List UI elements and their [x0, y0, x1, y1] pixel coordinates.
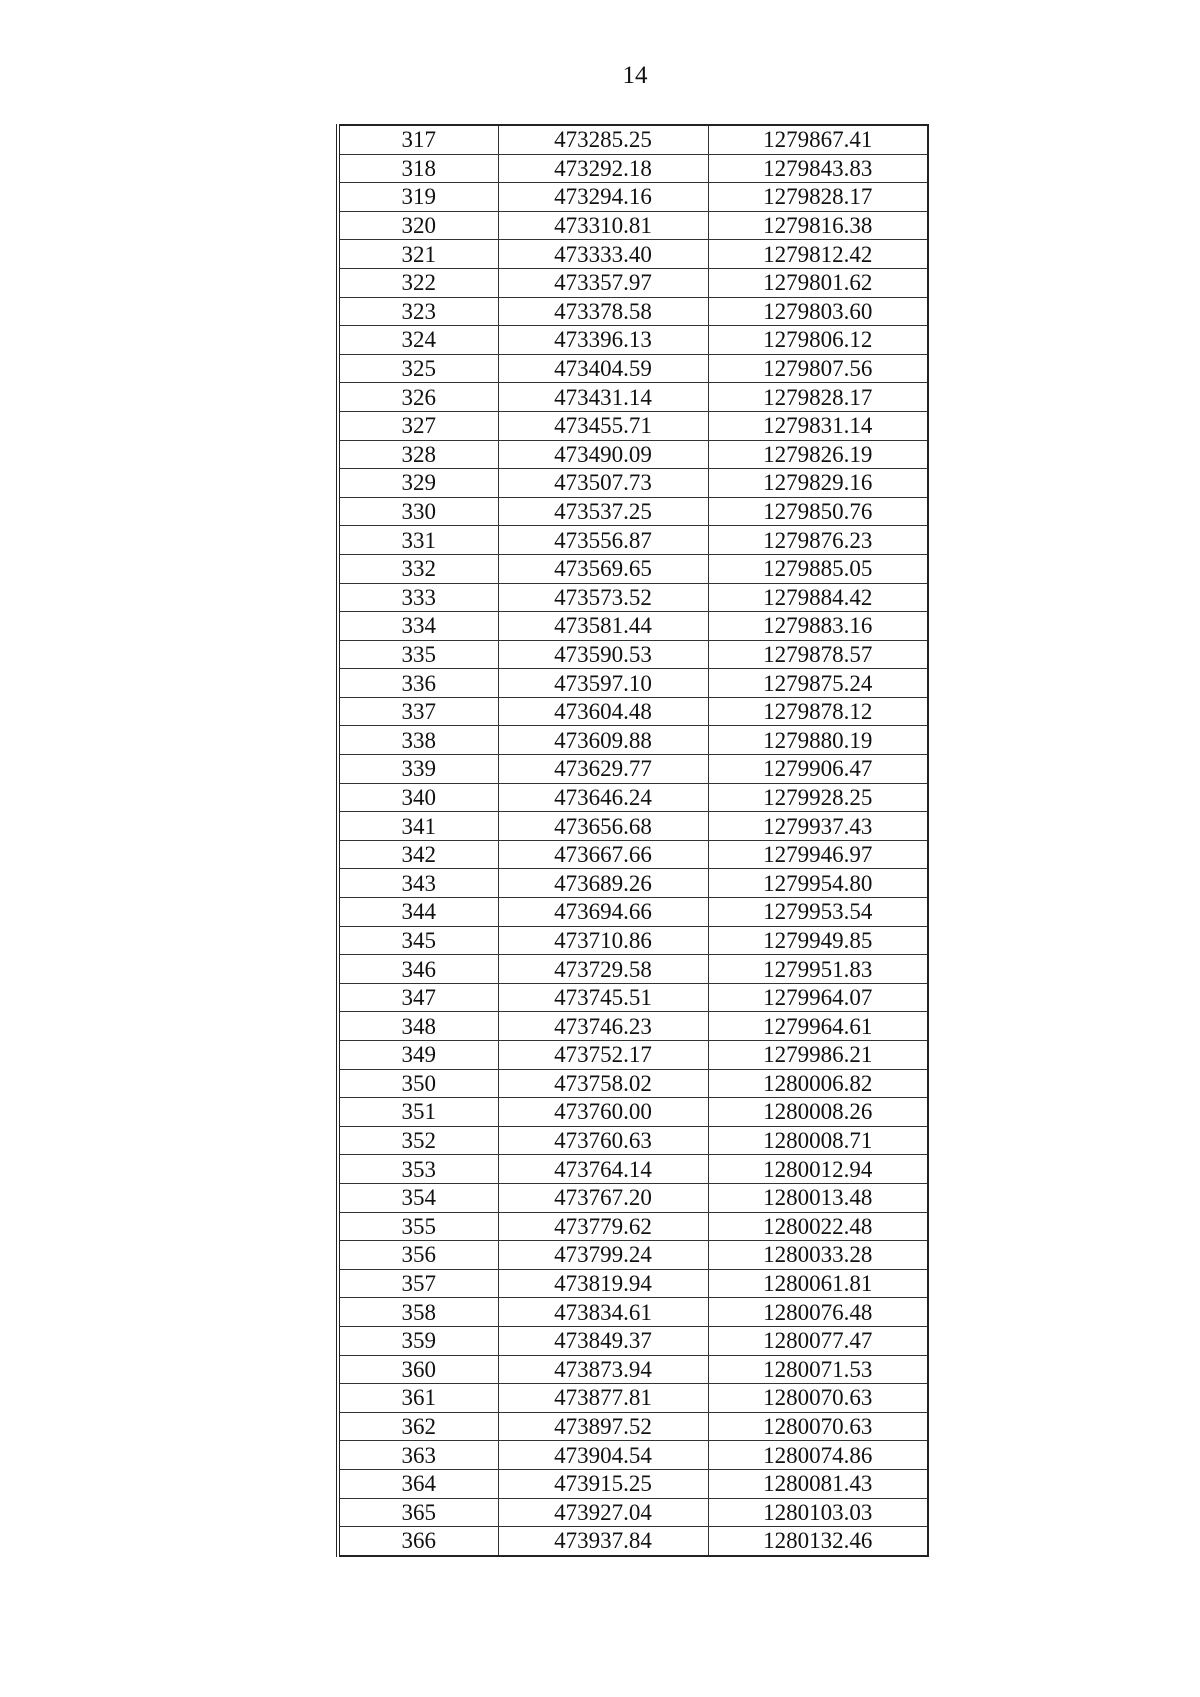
x-coordinate-cell: 473745.51: [498, 983, 708, 1012]
table-row: [338, 354, 928, 383]
point-number-cell: 329: [338, 469, 498, 498]
table-row: [338, 583, 928, 612]
point-number-cell: 357: [338, 1269, 498, 1298]
x-coordinate-cell: 473760.00: [498, 1098, 708, 1127]
x-coordinate-cell: 473333.40: [498, 240, 708, 269]
point-number-cell: 334: [338, 612, 498, 641]
point-number-cell: 342: [338, 840, 498, 869]
y-coordinate-cell: 1279954.80: [708, 869, 928, 898]
table-row: [338, 125, 928, 154]
y-coordinate-cell: 1279831.14: [708, 411, 928, 440]
point-number-cell: 331: [338, 526, 498, 555]
table-row: [338, 869, 928, 898]
y-coordinate-cell: 1279816.38: [708, 211, 928, 240]
y-coordinate-cell: 1280070.63: [708, 1412, 928, 1441]
x-coordinate-cell: 473689.26: [498, 869, 708, 898]
table-row: [338, 268, 928, 297]
table-row: [338, 1441, 928, 1470]
y-coordinate-cell: 1279946.97: [708, 840, 928, 869]
y-coordinate-cell: 1280033.28: [708, 1241, 928, 1270]
y-coordinate-cell: 1280081.43: [708, 1469, 928, 1498]
point-number-cell: 353: [338, 1155, 498, 1184]
table-row: [338, 983, 928, 1012]
x-coordinate-cell: 473569.65: [498, 554, 708, 583]
x-coordinate-cell: 473927.04: [498, 1498, 708, 1527]
point-number-cell: 327: [338, 411, 498, 440]
y-coordinate-cell: 1279949.85: [708, 926, 928, 955]
y-coordinate-cell: 1279906.47: [708, 755, 928, 784]
y-coordinate-cell: 1279964.61: [708, 1012, 928, 1041]
table-row: [338, 669, 928, 698]
point-number-cell: 366: [338, 1527, 498, 1556]
point-number-cell: 326: [338, 383, 498, 412]
table-row: [338, 297, 928, 326]
table-row: [338, 1269, 928, 1298]
y-coordinate-cell: 1279807.56: [708, 354, 928, 383]
table-row: [338, 1326, 928, 1355]
y-coordinate-cell: 1279876.23: [708, 526, 928, 555]
point-number-cell: 350: [338, 1069, 498, 1098]
x-coordinate-cell: 473897.52: [498, 1412, 708, 1441]
y-coordinate-cell: 1279801.62: [708, 268, 928, 297]
y-coordinate-cell: 1280071.53: [708, 1355, 928, 1384]
point-number-cell: 347: [338, 983, 498, 1012]
y-coordinate-cell: 1279867.41: [708, 125, 928, 154]
point-number-cell: 343: [338, 869, 498, 898]
x-coordinate-cell: 473752.17: [498, 1041, 708, 1070]
y-coordinate-cell: 1280076.48: [708, 1298, 928, 1327]
x-coordinate-cell: 473294.16: [498, 183, 708, 212]
point-number-cell: 340: [338, 783, 498, 812]
x-coordinate-cell: 473507.73: [498, 469, 708, 498]
x-coordinate-cell: 473834.61: [498, 1298, 708, 1327]
y-coordinate-cell: 1279951.83: [708, 955, 928, 984]
table-row: [338, 1498, 928, 1527]
x-coordinate-cell: 473873.94: [498, 1355, 708, 1384]
table-row: [338, 898, 928, 927]
x-coordinate-cell: 473764.14: [498, 1155, 708, 1184]
y-coordinate-cell: 1279878.57: [708, 640, 928, 669]
x-coordinate-cell: 473799.24: [498, 1241, 708, 1270]
y-coordinate-cell: 1279953.54: [708, 898, 928, 927]
point-number-cell: 336: [338, 669, 498, 698]
table-row: [338, 1212, 928, 1241]
x-coordinate-cell: 473694.66: [498, 898, 708, 927]
y-coordinate-cell: 1279826.19: [708, 440, 928, 469]
table-row: [338, 240, 928, 269]
point-number-cell: 351: [338, 1098, 498, 1127]
table-row: [338, 1384, 928, 1413]
table-row: [338, 183, 928, 212]
point-number-cell: 356: [338, 1241, 498, 1270]
point-number-cell: 364: [338, 1469, 498, 1498]
y-coordinate-cell: 1279883.16: [708, 612, 928, 641]
y-coordinate-cell: 1280008.26: [708, 1098, 928, 1127]
y-coordinate-cell: 1280012.94: [708, 1155, 928, 1184]
point-number-cell: 349: [338, 1041, 498, 1070]
x-coordinate-cell: 473581.44: [498, 612, 708, 641]
table-row: [338, 697, 928, 726]
x-coordinate-cell: 473396.13: [498, 326, 708, 355]
x-coordinate-cell: 473537.25: [498, 497, 708, 526]
y-coordinate-cell: 1279986.21: [708, 1041, 928, 1070]
x-coordinate-cell: 473431.14: [498, 383, 708, 412]
y-coordinate-cell: 1279878.12: [708, 697, 928, 726]
y-coordinate-cell: 1280008.71: [708, 1126, 928, 1155]
x-coordinate-cell: 473849.37: [498, 1326, 708, 1355]
table-row: [338, 211, 928, 240]
point-number-cell: 354: [338, 1183, 498, 1212]
point-number-cell: 325: [338, 354, 498, 383]
point-number-cell: 332: [338, 554, 498, 583]
table-row: [338, 383, 928, 412]
y-coordinate-cell: 1279843.83: [708, 154, 928, 183]
point-number-cell: 365: [338, 1498, 498, 1527]
x-coordinate-cell: 473590.53: [498, 640, 708, 669]
table-row: [338, 1098, 928, 1127]
y-coordinate-cell: 1279885.05: [708, 554, 928, 583]
y-coordinate-cell: 1279875.24: [708, 669, 928, 698]
point-number-cell: 319: [338, 183, 498, 212]
x-coordinate-cell: 473667.66: [498, 840, 708, 869]
x-coordinate-cell: 473937.84: [498, 1527, 708, 1556]
x-coordinate-cell: 473609.88: [498, 726, 708, 755]
x-coordinate-cell: 473573.52: [498, 583, 708, 612]
point-number-cell: 318: [338, 154, 498, 183]
x-coordinate-cell: 473292.18: [498, 154, 708, 183]
x-coordinate-cell: 473629.77: [498, 755, 708, 784]
table-row: [338, 1298, 928, 1327]
x-coordinate-cell: 473729.58: [498, 955, 708, 984]
x-coordinate-cell: 473455.71: [498, 411, 708, 440]
y-coordinate-cell: 1280013.48: [708, 1183, 928, 1212]
table-row: [338, 726, 928, 755]
y-coordinate-cell: 1279884.42: [708, 583, 928, 612]
table-row: [338, 1527, 928, 1556]
y-coordinate-cell: 1279937.43: [708, 812, 928, 841]
x-coordinate-cell: 473758.02: [498, 1069, 708, 1098]
point-number-cell: 345: [338, 926, 498, 955]
x-coordinate-cell: 473604.48: [498, 697, 708, 726]
x-coordinate-cell: 473904.54: [498, 1441, 708, 1470]
point-number-cell: 352: [338, 1126, 498, 1155]
table-row: [338, 1126, 928, 1155]
point-number-cell: 320: [338, 211, 498, 240]
point-number-cell: 361: [338, 1384, 498, 1413]
table-row: [338, 840, 928, 869]
table-row: [338, 1469, 928, 1498]
x-coordinate-cell: 473285.25: [498, 125, 708, 154]
table-row: [338, 955, 928, 984]
y-coordinate-cell: 1280103.03: [708, 1498, 928, 1527]
table-row: [338, 926, 928, 955]
point-number-cell: 321: [338, 240, 498, 269]
table-row: [338, 812, 928, 841]
y-coordinate-cell: 1280074.86: [708, 1441, 928, 1470]
point-number-cell: 348: [338, 1012, 498, 1041]
point-number-cell: 322: [338, 268, 498, 297]
y-coordinate-cell: 1280006.82: [708, 1069, 928, 1098]
x-coordinate-cell: 473656.68: [498, 812, 708, 841]
table-row: [338, 612, 928, 641]
point-number-cell: 335: [338, 640, 498, 669]
table-row: [338, 497, 928, 526]
y-coordinate-cell: 1279928.25: [708, 783, 928, 812]
point-number-cell: 344: [338, 898, 498, 927]
y-coordinate-cell: 1280070.63: [708, 1384, 928, 1413]
x-coordinate-cell: 473877.81: [498, 1384, 708, 1413]
point-number-cell: 358: [338, 1298, 498, 1327]
point-number-cell: 341: [338, 812, 498, 841]
point-number-cell: 355: [338, 1212, 498, 1241]
y-coordinate-cell: 1279850.76: [708, 497, 928, 526]
page-number: 14: [622, 62, 648, 89]
point-number-cell: 317: [338, 125, 498, 154]
table-row: [338, 469, 928, 498]
x-coordinate-cell: 473767.20: [498, 1183, 708, 1212]
y-coordinate-cell: 1280132.46: [708, 1527, 928, 1556]
x-coordinate-cell: 473404.59: [498, 354, 708, 383]
table-row: [338, 783, 928, 812]
table-row: [338, 755, 928, 784]
table-row: [338, 1069, 928, 1098]
y-coordinate-cell: 1280022.48: [708, 1212, 928, 1241]
table-row: [338, 1241, 928, 1270]
table-row: [338, 440, 928, 469]
table-row: [338, 554, 928, 583]
y-coordinate-cell: 1279829.16: [708, 469, 928, 498]
point-number-cell: 324: [338, 326, 498, 355]
table-row: [338, 1041, 928, 1070]
x-coordinate-cell: 473646.24: [498, 783, 708, 812]
y-coordinate-cell: 1279828.17: [708, 183, 928, 212]
point-number-cell: 359: [338, 1326, 498, 1355]
table-row: [338, 1012, 928, 1041]
x-coordinate-cell: 473760.63: [498, 1126, 708, 1155]
table-row: [338, 1183, 928, 1212]
y-coordinate-cell: 1279828.17: [708, 383, 928, 412]
x-coordinate-cell: 473710.86: [498, 926, 708, 955]
point-number-cell: 323: [338, 297, 498, 326]
point-number-cell: 337: [338, 697, 498, 726]
x-coordinate-cell: 473779.62: [498, 1212, 708, 1241]
table-row: [338, 1355, 928, 1384]
x-coordinate-cell: 473310.81: [498, 211, 708, 240]
y-coordinate-cell: 1279880.19: [708, 726, 928, 755]
point-number-cell: 338: [338, 726, 498, 755]
point-number-cell: 339: [338, 755, 498, 784]
table-row: [338, 526, 928, 555]
x-coordinate-cell: 473915.25: [498, 1469, 708, 1498]
point-number-cell: 363: [338, 1441, 498, 1470]
x-coordinate-cell: 473556.87: [498, 526, 708, 555]
y-coordinate-cell: 1279803.60: [708, 297, 928, 326]
y-coordinate-cell: 1279964.07: [708, 983, 928, 1012]
table-row: [338, 154, 928, 183]
coordinates-table-body: [338, 125, 928, 1556]
point-number-cell: 360: [338, 1355, 498, 1384]
table-row: [338, 640, 928, 669]
point-number-cell: 328: [338, 440, 498, 469]
x-coordinate-cell: 473490.09: [498, 440, 708, 469]
table-row: [338, 411, 928, 440]
table-row: [338, 326, 928, 355]
x-coordinate-cell: 473378.58: [498, 297, 708, 326]
point-number-cell: 333: [338, 583, 498, 612]
y-coordinate-cell: 1280077.47: [708, 1326, 928, 1355]
x-coordinate-cell: 473746.23: [498, 1012, 708, 1041]
x-coordinate-cell: 473597.10: [498, 669, 708, 698]
point-number-cell: 346: [338, 955, 498, 984]
x-coordinate-cell: 473819.94: [498, 1269, 708, 1298]
x-coordinate-cell: 473357.97: [498, 268, 708, 297]
point-number-cell: 362: [338, 1412, 498, 1441]
y-coordinate-cell: 1279806.12: [708, 326, 928, 355]
point-number-cell: 330: [338, 497, 498, 526]
coordinates-table: [336, 124, 929, 1557]
y-coordinate-cell: 1280061.81: [708, 1269, 928, 1298]
table-row: [338, 1412, 928, 1441]
table-row: [338, 1155, 928, 1184]
y-coordinate-cell: 1279812.42: [708, 240, 928, 269]
